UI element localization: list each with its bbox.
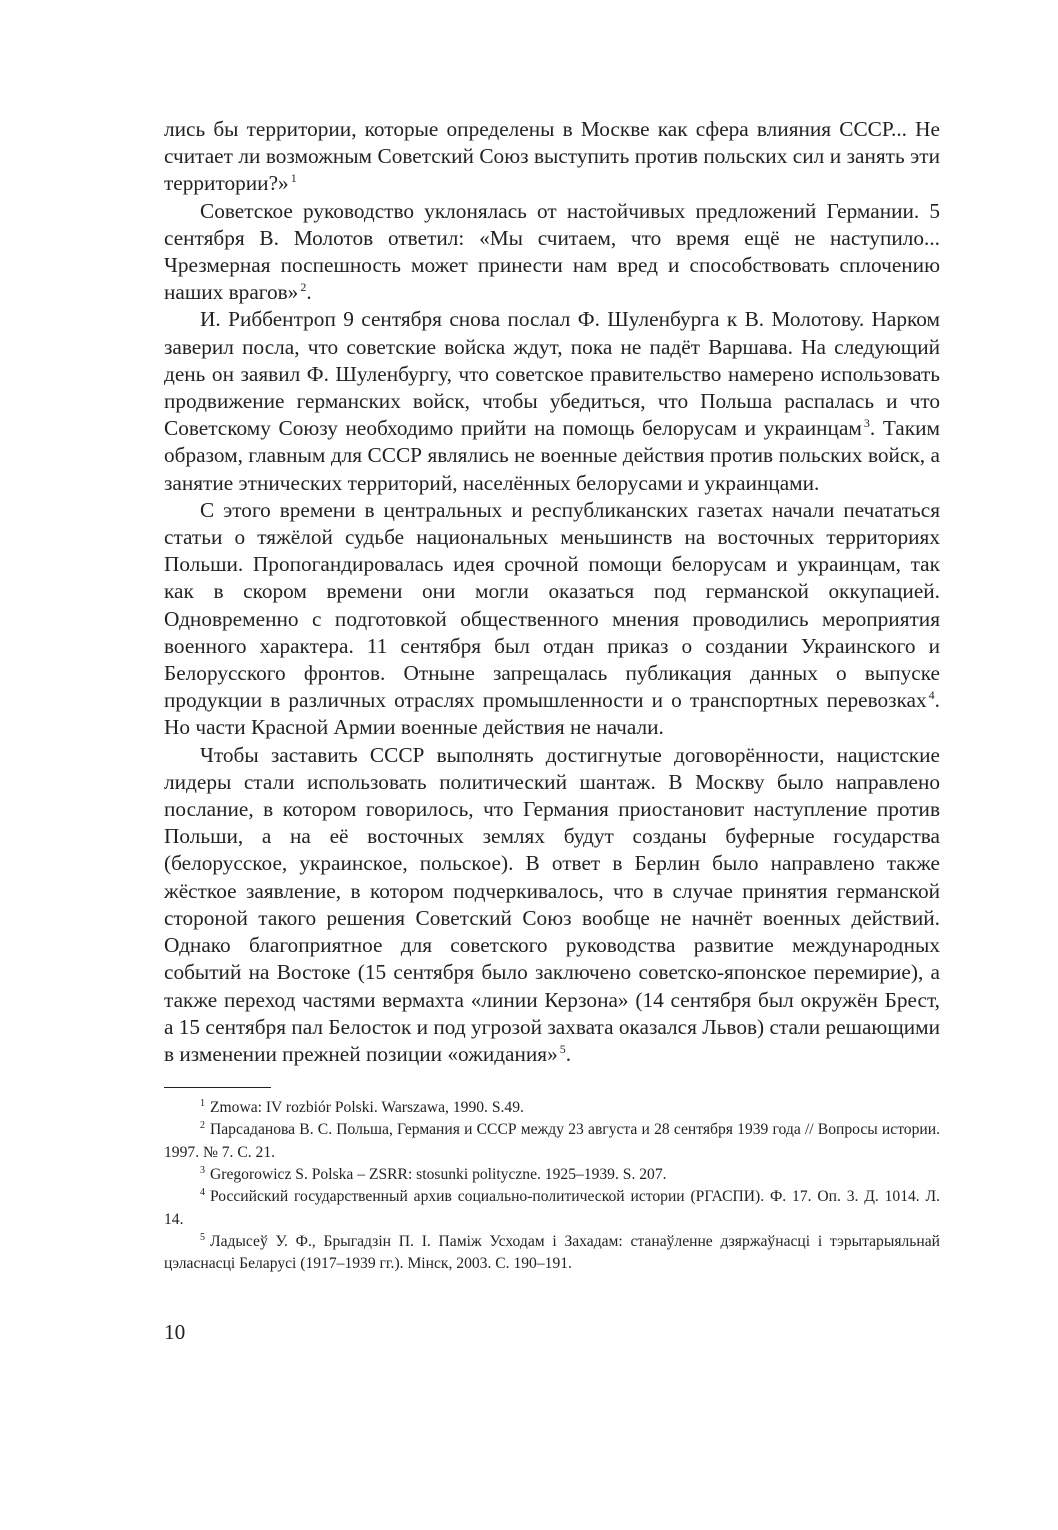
footnote-ref-3: 3 xyxy=(863,416,870,431)
paragraph-4-text: С этого времени в центральных и республиканских газетах начали печататься статьи о тяжёлой судьбе национальных меньшинств на восточных территориях Польши. Пропогандировалась идея срочной помощи белорусам и украинцам, так как в скором времени они могли оказаться под германской оккупацией. Одновременно с подготовкой общественного мнения проводились мероприятия военного характера. 11 сентября был отдан приказ о создании Украинского и Белорусского фронтов. Отныне запрещалась публикация данных о выпуске продукции в различных отраслях промышленности и о транспортных перевозках xyxy=(164,497,940,713)
footnote-number: 4 xyxy=(200,1187,205,1199)
footnote-text: Zmowa: IV rozbiór Polski. Warszawa, 1990. S.49. xyxy=(210,1099,524,1117)
paragraph-5 xyxy=(164,742,940,1068)
footnote-1 xyxy=(164,1097,940,1119)
text-column xyxy=(164,116,940,1275)
paragraph-4-tail: . Но части Красной Армии военные действия не начали. xyxy=(164,688,940,740)
footnote-text: Ладысеў У. Ф., Брыгадзін П. І. Паміж Усходам і Захадам: станаўленне дзяржаўнасці і тэрытарыяльнай цэласнасці Беларусі (1917–1939 гг.). Мінск, 2003. С. 190–191. xyxy=(164,1232,940,1273)
footnote-text: Парсаданова В. С. Польша, Германия и СССР между 23 августа и 28 сентября 1939 года // Вопросы истории. 1997. № 7. С. 21. xyxy=(164,1121,940,1161)
paragraph-5-text: Чтобы заставить СССР выполнять достигнутые договорённости, нацистские лидеры стали использовать политический шантаж. В Москву было направлено послание, в котором говорилось, что Германия приостановит наступление против Польши, а на её восточных землях будут созданы буферные государства (белорусское, украинское, польское). В ответ в Берлин было направлено также жёсткое заявление, в котором подчеркивалось, что в случае принятия германской стороной такого решения Советский Союз вообще не начнёт военных действий. Однако благоприятное для советского руководства развитие международных событий на Востоке (15 сентября было заключено советско-японское перемирие), а также переход частями вермахта «линии Керзона» (14 сентября был окружён Брест, а 15 сентября пал Белосток и под угрозой захвата оказался Львов) стали решающими в изменении прежней позиции «ожидания» xyxy=(164,742,940,1066)
paragraph-2 xyxy=(164,198,940,307)
paragraph-4 xyxy=(164,497,940,742)
paragraph-1 xyxy=(164,116,940,198)
footnote-ref-2: 2 xyxy=(300,280,307,295)
footnote-text: Российский государственный архив социально-политической истории (РГАСПИ). Ф. 17. Оп. 3. Д. 1014. Л. 14. xyxy=(164,1188,940,1228)
footnote-separator xyxy=(164,1087,271,1088)
footnote-number: 2 xyxy=(200,1120,205,1132)
paragraph-3-text: И. Риббентроп 9 сентября снова послал Ф. Шуленбурга к В. Молотову. Нарком заверил посла, что советские войска ждут, пока не падёт Варшава. На следующий день он заявил Ф. Шуленбургу, что советское правительство намерено использовать продвижение германских войск, чтобы убедиться, что Польша распалась и что Советскому Союзу необходимо прийти на помощь белорусам и украинцам xyxy=(164,307,940,441)
footnote-4 xyxy=(164,1186,940,1231)
footnote-number: 5 xyxy=(200,1231,205,1243)
footnote-text: Gregorowicz S. Polska – ZSRR: stosunki polityczne. 1925–1939. S. 207. xyxy=(210,1166,667,1183)
footnote-ref-4: 4 xyxy=(928,688,935,703)
footnote-ref-5: 5 xyxy=(559,1041,566,1056)
paragraph-1-text: лись бы территории, которые определены в Москве как сфера влияния СССР... Не считает ли возможным Советский Союз выступить против польских сил и занять эти территории?» xyxy=(164,117,940,196)
footnote-number: 3 xyxy=(200,1165,205,1176)
paragraph-5-tail: . xyxy=(565,1041,572,1066)
paragraph-3-tail: . Таким образом, главным для СССР являлись не военные действия против польских войск, а занятие этнических территорий, населённых белорусами и украинцами. xyxy=(164,416,940,495)
page-number: 10 xyxy=(164,1320,186,1344)
footnote-5 xyxy=(164,1231,940,1276)
paragraph-2-text: Советское руководство уклонялась от настойчивых предложений Германии. 5 сентября В. Молотов ответил: «Мы считаем, что время ещё не наступило... Чрезмерная поспешность может принести нам вред и способствовать сплочению наших врагов» xyxy=(164,198,940,305)
footnote-ref-1: 1 xyxy=(290,171,297,186)
footnote-number: 1 xyxy=(200,1098,205,1110)
paragraph-3 xyxy=(164,306,940,496)
paragraph-2-tail: . xyxy=(306,280,312,305)
footnote-3 xyxy=(164,1164,940,1186)
footnote-2 xyxy=(164,1119,940,1164)
